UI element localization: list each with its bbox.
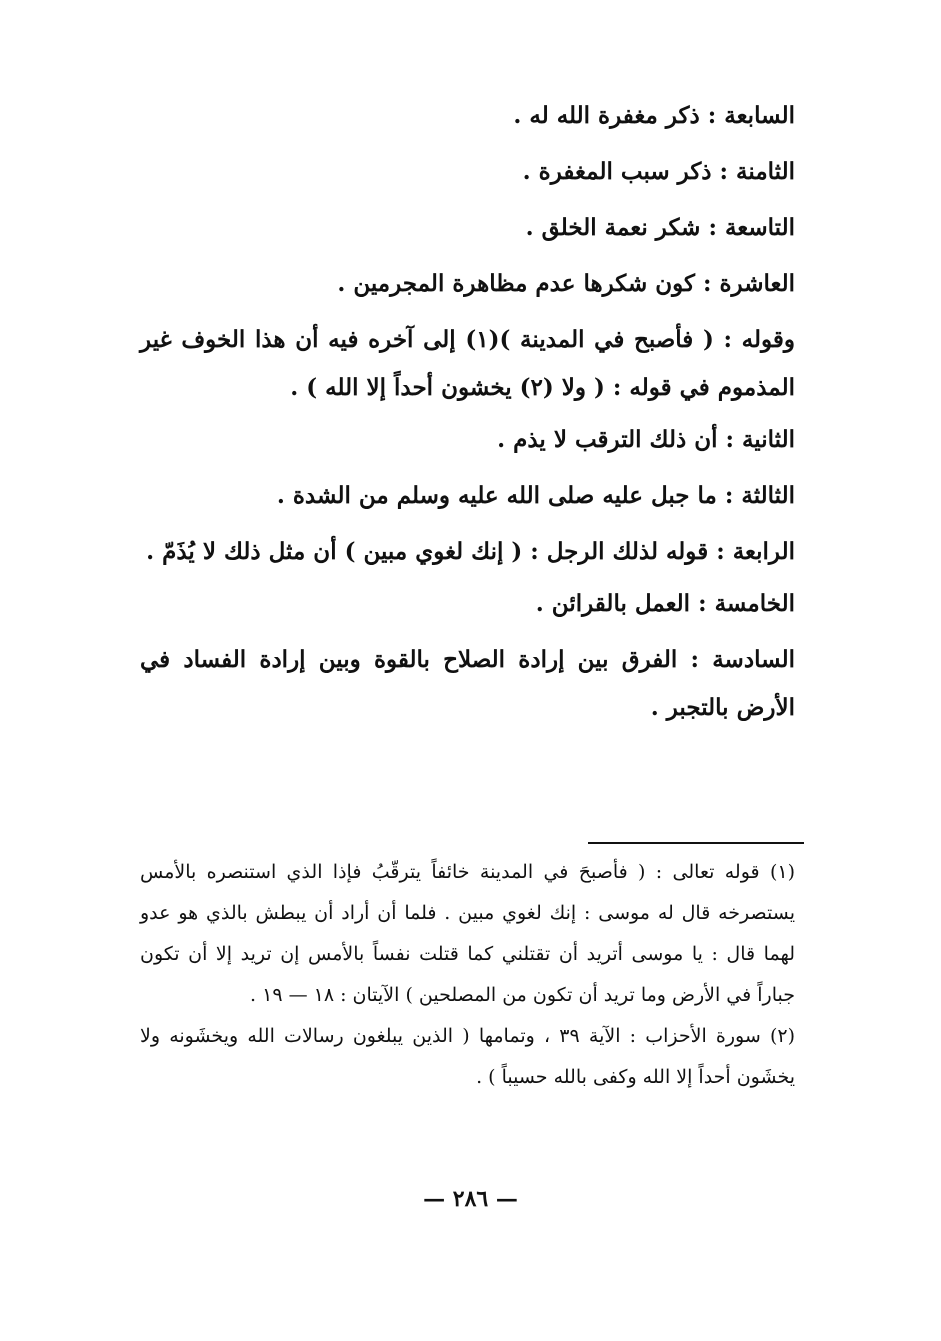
paragraph-fourth: الرابعة : قوله لذلك الرجل : ( إنك لغوي مبين ) أن مثل ذلك لا يُذَمّ .: [146, 538, 795, 565]
page-number: — ٢٨٦ —: [423, 1186, 518, 1212]
footnote-1: (١) قوله تعالى : ( فأصبحَ في المدينة خائفاً يترقّبُ فإذا الذي استنصره بالأمس يستصرخه قال له موسى : إنك لغوي مبين . فلما أن أراد أن يبطش بالذي هو عدو لهما قال : يا موسى أتريد أن تقتلني كما قتلت نفساً بالأمس إن تريد إلا أن تكون جباراً في الأرض وما تريد أن تكون من المصلحين ) الآيتان : ١٨ — ١٩ .: [140, 861, 795, 1006]
paragraph-sixth: السادسة : الفرق بين إرادة الصلاح بالقوة وبين إرادة الفساد في الأرض بالتجبر .: [140, 646, 795, 721]
main-text: [140, 92, 795, 740]
footnotes: [140, 852, 795, 1098]
paragraph-third: الثالثة : ما جبل عليه صلى الله عليه وسلم من الشدة .: [276, 482, 795, 509]
paragraph-eighth: الثامنة : ذكر سبب المغفرة .: [522, 158, 795, 185]
paragraph-tenth: العاشرة : كون شكرها عدم مظاهرة المجرمين .: [337, 270, 795, 297]
paragraph-second: الثانية : أن ذلك الترقب لا يذم .: [497, 426, 795, 453]
paragraph-verse-intro: وقوله : ( فأصبح في المدينة )(١) إلى آخره فيه أن هذا الخوف غير المذموم في قوله : ( ولا (٢) يخشون أحداً إلا الله ) .: [140, 326, 795, 401]
footnote-divider: [588, 842, 804, 844]
paragraph-ninth: التاسعة : شكر نعمة الخلق .: [525, 214, 795, 241]
footnote-2: (٢) سورة الأحزاب : الآية ٣٩ ، وتمامها ( الذين يبلغون رسالات الله ويخشَونه ولا يخشَون أحداً إلا الله وكفى بالله حسيباً ) .: [140, 1025, 796, 1088]
paragraph-fifth: الخامسة : العمل بالقرائن .: [535, 590, 795, 617]
paragraph-seventh: السابعة : ذكر مغفرة الله له .: [513, 102, 795, 129]
